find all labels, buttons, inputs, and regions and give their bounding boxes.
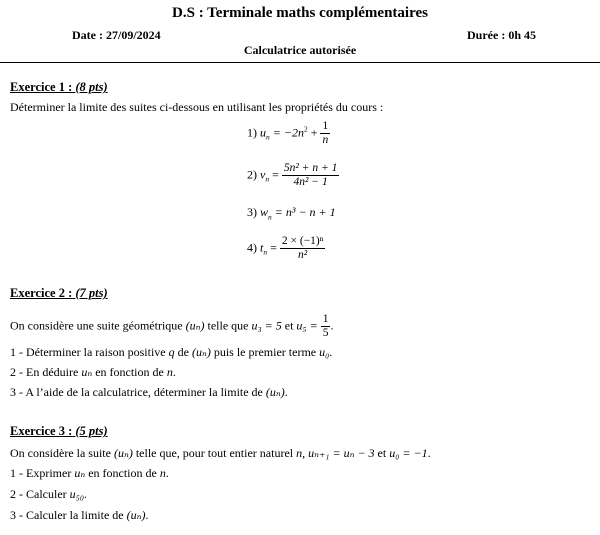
text: . — [330, 318, 334, 333]
ex1-intro: Déterminer la limite des suites ci-dessous en utilisant les propriétés du cours : — [10, 100, 384, 114]
sequence-symbol: (uₙ) — [185, 318, 205, 333]
denominator: 4n² − 1 — [282, 175, 339, 189]
seq-symbol: w — [260, 205, 269, 219]
ex2-question-1 — [10, 345, 332, 360]
ex2-question-3 — [10, 385, 288, 400]
text: en fonction de — [85, 466, 160, 480]
recurrence-relation: uₙ₊₁ = uₙ − 3 — [308, 446, 375, 460]
header-divider — [0, 62, 600, 63]
ex3-label: Exercice 3 : — [10, 424, 73, 438]
exam-duration: Durée : 0h 45 — [467, 28, 536, 42]
text: telle que, pour tout entier naturel — [132, 446, 297, 460]
text: telle que — [204, 318, 252, 333]
ex1-heading — [10, 80, 108, 95]
seq-symbol: t — [260, 240, 264, 255]
ex2-question-2 — [10, 365, 176, 380]
ex1-label: Exercice 1 : — [10, 80, 73, 94]
numerator: 5n² + n + 1 — [283, 162, 338, 174]
ex1-item-1 — [247, 120, 330, 147]
text: On considère la suite — [10, 446, 114, 460]
item-number: 4) — [247, 240, 257, 255]
seq-symbol: u — [260, 125, 266, 140]
u3-value: u₃ = 5 — [251, 318, 282, 333]
text: 2 - En déduire — [10, 365, 82, 379]
fraction — [282, 162, 339, 189]
exam-date: Date : 27/09/2024 — [72, 28, 161, 42]
item-number: 3) — [247, 205, 257, 219]
general-term: uₙ — [74, 466, 86, 480]
ex2-points: (7 pts) — [75, 286, 108, 300]
seq-index: n — [268, 212, 272, 222]
exponent: 2 — [303, 124, 308, 134]
text: 3 - A l’aide de la calculatrice, déterminer la limite de — [10, 385, 266, 399]
u5-label: u₅ = — [296, 318, 321, 333]
ex2-heading — [10, 286, 108, 301]
sequence-symbol: (uₙ) — [191, 345, 211, 359]
text: en fonction de — [92, 365, 167, 379]
ex1-points: (8 pts) — [75, 80, 108, 94]
item-number: 1) — [247, 125, 257, 140]
seq-index: n — [263, 247, 268, 257]
text: puis le premier terme — [210, 345, 320, 359]
text: . — [284, 385, 288, 399]
expr: = n³ − n + 1 — [271, 205, 336, 219]
text: 1 - Exprimer — [10, 466, 75, 480]
ex2-statement — [10, 313, 333, 340]
ex3-question-2: 2 - Calculer u₅₀. — [10, 487, 87, 501]
u50-term: u₅₀ — [69, 487, 84, 501]
sequence-symbol: (uₙ) — [113, 446, 133, 460]
seq-index: n — [266, 132, 270, 142]
text: et — [374, 446, 390, 460]
ex3-question-1: 1 - Exprimer uₙ en fonction de n. — [10, 466, 169, 480]
ex3-points: (5 pts) — [75, 424, 108, 438]
ex2-label: Exercice 2 : — [10, 286, 73, 300]
seq-symbol: v — [260, 167, 266, 182]
document-title: D.S : Terminale maths complémentaires — [172, 5, 428, 21]
denominator: n² — [280, 248, 326, 262]
ex1-item-3 — [247, 205, 336, 221]
initial-term: u₀ = −1 — [389, 446, 428, 460]
calculator-note: Calculatrice autorisée — [243, 43, 357, 57]
variable: n — [159, 466, 166, 480]
operator: + — [307, 125, 321, 140]
ex3-heading — [10, 424, 108, 439]
seq-index: n — [265, 174, 270, 184]
expr: = −2n — [269, 125, 304, 140]
text: . — [329, 345, 333, 359]
ex3-question-3: 3 - Calculer la limite de (uₙ). — [10, 508, 149, 522]
ratio-symbol: q — [168, 345, 175, 359]
item-number: 2) — [247, 167, 257, 182]
text: 2 - Calculer — [10, 487, 70, 501]
fraction — [320, 120, 330, 147]
equals: = — [267, 240, 280, 255]
numerator: 1 — [322, 120, 329, 132]
text: 3 - Calculer la limite de — [10, 508, 127, 522]
denominator: 5 — [322, 327, 329, 339]
text: et — [281, 318, 297, 333]
first-term: u₀ — [319, 345, 330, 359]
variable: n — [296, 446, 303, 460]
fraction — [321, 313, 334, 340]
general-term: uₙ — [81, 365, 93, 379]
ex3-statement: On considère la suite (uₙ) telle que, pour tout entier naturel n, uₙ₊₁ = uₙ − 3 et u₀ = −1. — [10, 446, 431, 460]
sequence-symbol: (uₙ) — [126, 508, 146, 522]
ex1-item-4 — [247, 235, 325, 262]
text: de — [174, 345, 192, 359]
numerator: 2 × (−1)ⁿ — [281, 235, 324, 247]
equals: = — [269, 167, 282, 182]
numerator: 1 — [322, 313, 329, 325]
text: On considère une suite géométrique — [10, 318, 186, 333]
text: 1 - Déterminer la raison positive — [10, 345, 169, 359]
variable: n — [166, 365, 173, 379]
ex1-item-2 — [247, 162, 339, 189]
sequence-symbol: (uₙ) — [265, 385, 285, 399]
text: . — [172, 365, 176, 379]
denominator: n — [322, 134, 329, 146]
fraction — [280, 235, 326, 262]
